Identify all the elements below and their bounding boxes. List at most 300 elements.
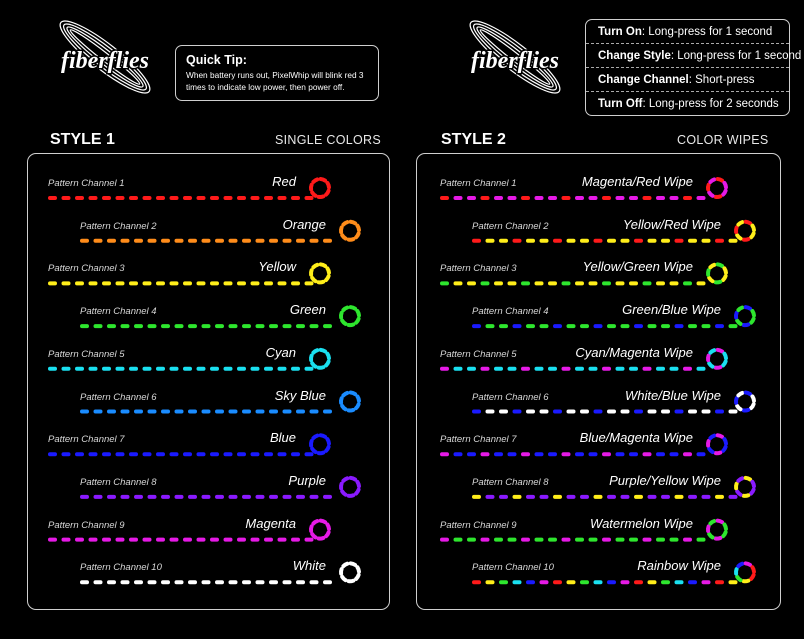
strip-segment xyxy=(508,367,517,371)
strip-segment xyxy=(567,239,576,243)
strip-segment xyxy=(661,580,670,584)
strip-segment xyxy=(621,495,630,499)
strip-segment xyxy=(75,196,84,200)
strip-loop-segment xyxy=(343,478,347,480)
strip-segment xyxy=(310,324,319,328)
strip-loop-segment xyxy=(327,354,329,358)
strip-segment xyxy=(291,367,300,371)
strip-loop-segment xyxy=(718,521,722,523)
strip-loop-segment xyxy=(341,227,342,232)
strip-segment xyxy=(278,367,287,371)
strip-loop-segment xyxy=(752,311,754,315)
strip-loop-segment xyxy=(718,179,722,181)
strip-loop-segment xyxy=(356,319,358,323)
strip-loop-segment xyxy=(349,410,354,411)
strip-segment xyxy=(553,495,562,499)
strip-segment xyxy=(553,324,562,328)
strip-segment xyxy=(643,452,652,456)
strip-segment xyxy=(729,580,738,584)
strip-loop-segment xyxy=(709,363,712,366)
strip-loop-segment xyxy=(708,526,709,531)
strip-segment xyxy=(675,580,684,584)
strip-segment xyxy=(683,452,692,456)
channel-label: Pattern Channel 3 xyxy=(440,263,517,275)
strip-loop-segment xyxy=(746,393,750,395)
strip-loop-segment xyxy=(709,278,712,281)
strip-segment xyxy=(508,452,517,456)
strip-segment xyxy=(264,538,273,542)
strip-segment xyxy=(48,452,57,456)
strip-segment xyxy=(697,367,706,371)
strip-segment xyxy=(229,495,238,499)
strip-segment xyxy=(129,452,138,456)
strip-loop-segment xyxy=(738,393,742,395)
strip-loop-segment xyxy=(357,396,359,400)
strip-segment xyxy=(454,281,463,285)
channel-label: Pattern Channel 1 xyxy=(440,178,517,189)
strip-segment xyxy=(215,580,224,584)
strip-segment xyxy=(670,367,679,371)
strip-segment xyxy=(643,367,652,371)
strip-segment xyxy=(48,281,57,285)
strip-segment xyxy=(575,281,584,285)
strip-segment xyxy=(526,580,535,584)
strip-segment xyxy=(62,196,71,200)
strip-loop-segment xyxy=(723,532,725,536)
strip-segment xyxy=(656,452,665,456)
strip-loop-segment xyxy=(311,356,312,361)
strip-loop-segment xyxy=(319,367,324,368)
channel-label: Pattern Channel 2 xyxy=(472,220,549,232)
strip-loop-segment xyxy=(349,581,354,582)
strip-segment xyxy=(75,452,84,456)
channel-label: Pattern Channel 1 xyxy=(48,178,125,189)
strip-loop-segment xyxy=(737,491,740,494)
strip-loop-segment xyxy=(746,478,750,480)
strip-loop-segment xyxy=(738,222,742,224)
strip-segment xyxy=(202,239,211,243)
strip-segment xyxy=(129,367,138,371)
strip-segment xyxy=(89,281,98,285)
strip-loop-segment xyxy=(351,478,355,480)
pattern-name: Sky Blue xyxy=(274,387,326,403)
strip-segment xyxy=(202,324,211,328)
strip-loop-segment xyxy=(351,393,355,395)
strip-loop-segment xyxy=(709,534,712,537)
strip-loop-segment xyxy=(311,270,312,275)
strip-segment xyxy=(540,495,549,499)
strip-segment xyxy=(580,495,589,499)
strip-loop-segment xyxy=(326,191,328,195)
pattern-name: White xyxy=(292,558,326,574)
strip-segment xyxy=(296,495,305,499)
strip-loop-segment xyxy=(357,311,359,315)
strip-segment xyxy=(621,324,630,328)
strip-segment xyxy=(486,239,495,243)
strip-segment xyxy=(715,495,724,499)
strip-loop-segment xyxy=(744,410,749,411)
strip-segment xyxy=(310,580,319,584)
strip-loop-segment xyxy=(737,577,740,580)
strip-loop-segment xyxy=(326,447,328,451)
strip-segment xyxy=(296,239,305,243)
strip-segment xyxy=(188,324,197,328)
strip-segment xyxy=(589,196,598,200)
strip-segment xyxy=(440,452,449,456)
strip-segment xyxy=(134,324,143,328)
strip-segment xyxy=(616,367,625,371)
strip-segment xyxy=(264,196,273,200)
strip-segment xyxy=(562,538,571,542)
strip-loop-segment xyxy=(319,453,324,454)
strip-segment xyxy=(210,452,219,456)
strip-segment xyxy=(540,324,549,328)
pattern-name: Green xyxy=(289,302,326,318)
strip-segment xyxy=(661,239,670,243)
strip-segment xyxy=(215,410,224,414)
strip-loop-segment xyxy=(326,361,328,365)
strip-loop-segment xyxy=(313,179,317,181)
style-1-subtitle: SINGLE COLORS xyxy=(275,133,382,147)
strip-segment xyxy=(256,580,265,584)
strip-segment xyxy=(688,239,697,243)
strip-segment xyxy=(670,196,679,200)
strip-segment xyxy=(269,495,278,499)
strip-segment xyxy=(310,495,319,499)
strip-segment xyxy=(688,495,697,499)
strip-segment xyxy=(283,324,292,328)
strip-segment xyxy=(229,580,238,584)
strip-segment xyxy=(143,281,152,285)
strip-segment xyxy=(481,281,490,285)
strip-segment xyxy=(499,580,508,584)
strip-segment xyxy=(283,239,292,243)
strip-segment xyxy=(323,239,332,243)
strip-segment xyxy=(121,410,130,414)
strip-segment xyxy=(440,538,449,542)
strip-segment xyxy=(170,538,179,542)
strip-segment xyxy=(472,580,481,584)
strip-segment xyxy=(594,410,603,414)
strip-segment xyxy=(143,452,152,456)
strip-segment xyxy=(156,367,165,371)
strip-segment xyxy=(513,324,522,328)
quick-tip-title: Quick Tip: xyxy=(186,53,247,67)
strip-segment xyxy=(134,239,143,243)
strip-segment xyxy=(553,239,562,243)
channel-label: Pattern Channel 5 xyxy=(440,348,517,360)
strip-segment xyxy=(481,452,490,456)
strip-segment xyxy=(161,580,170,584)
strip-segment xyxy=(291,538,300,542)
strip-segment xyxy=(621,410,630,414)
strip-loop-segment xyxy=(736,569,737,574)
strip-segment xyxy=(224,281,233,285)
quick-tip-body: When battery runs out, PixelWhip will blink red 3 times to indicate low power, then power off. xyxy=(186,70,364,92)
strip-segment xyxy=(643,196,652,200)
strip-loop-segment xyxy=(708,441,709,446)
strip-segment xyxy=(251,538,260,542)
strip-segment xyxy=(94,239,103,243)
strip-segment xyxy=(283,495,292,499)
strip-loop-segment xyxy=(356,233,358,237)
strip-segment xyxy=(134,580,143,584)
strip-segment xyxy=(440,196,449,200)
strip-segment xyxy=(197,367,206,371)
strip-segment xyxy=(107,580,116,584)
strip-segment xyxy=(143,367,152,371)
strip-segment xyxy=(323,410,332,414)
strip-loop-segment xyxy=(738,308,742,310)
strip-segment xyxy=(175,495,184,499)
strip-segment xyxy=(121,580,130,584)
strip-segment xyxy=(661,324,670,328)
strip-segment xyxy=(102,196,111,200)
strip-segment xyxy=(494,281,503,285)
strip-loop-segment xyxy=(718,264,722,266)
strip-segment xyxy=(683,367,692,371)
strip-segment xyxy=(175,580,184,584)
strip-segment xyxy=(575,452,584,456)
strip-loop-segment xyxy=(723,361,725,365)
strip-segment xyxy=(513,239,522,243)
strip-segment xyxy=(310,239,319,243)
strip-segment xyxy=(148,239,157,243)
channel-label: Pattern Channel 5 xyxy=(48,348,125,360)
strip-segment xyxy=(148,495,157,499)
strip-segment xyxy=(607,239,616,243)
strip-segment xyxy=(278,196,287,200)
strip-segment xyxy=(143,196,152,200)
strip-segment xyxy=(291,196,300,200)
strip-loop-segment xyxy=(708,270,709,275)
strip-segment xyxy=(269,239,278,243)
strip-segment xyxy=(89,196,98,200)
strip-segment xyxy=(264,452,273,456)
strip-segment xyxy=(562,367,571,371)
strip-segment xyxy=(94,324,103,328)
strip-loop-segment xyxy=(723,276,725,280)
strip-segment xyxy=(634,495,643,499)
strip-segment xyxy=(486,410,495,414)
strip-loop-segment xyxy=(752,482,754,486)
strip-loop-segment xyxy=(710,179,714,181)
strip-segment xyxy=(629,452,638,456)
style-2-subtitle: COLOR WIPES xyxy=(677,133,769,147)
strip-segment xyxy=(702,410,711,414)
strip-segment xyxy=(156,196,165,200)
strip-segment xyxy=(175,239,184,243)
strip-loop-segment xyxy=(751,404,753,408)
strip-loop-segment xyxy=(312,534,315,537)
strip-loop-segment xyxy=(319,282,324,283)
strip-loop-segment xyxy=(744,495,749,496)
strip-segment xyxy=(94,495,103,499)
channel-label: Pattern Channel 3 xyxy=(48,263,125,275)
strip-segment xyxy=(62,281,71,285)
strip-segment xyxy=(224,367,233,371)
strip-segment xyxy=(634,239,643,243)
strip-segment xyxy=(675,495,684,499)
strip-segment xyxy=(616,196,625,200)
strip-segment xyxy=(278,452,287,456)
strip-segment xyxy=(567,580,576,584)
strip-segment xyxy=(296,410,305,414)
strip-segment xyxy=(683,281,692,285)
strip-segment xyxy=(229,410,238,414)
strip-segment xyxy=(607,324,616,328)
strip-segment xyxy=(661,495,670,499)
strip-segment xyxy=(526,410,535,414)
strip-segment xyxy=(494,367,503,371)
strip-segment xyxy=(535,281,544,285)
strip-segment xyxy=(715,410,724,414)
strip-segment xyxy=(305,538,314,542)
strip-segment xyxy=(567,324,576,328)
strip-segment xyxy=(296,580,305,584)
strip-loop-segment xyxy=(341,398,342,403)
strip-segment xyxy=(675,239,684,243)
strip-loop-segment xyxy=(313,350,317,352)
strip-segment xyxy=(648,239,657,243)
strip-loop-segment xyxy=(342,321,345,324)
strip-loop-segment xyxy=(349,324,354,325)
strip-segment xyxy=(589,281,598,285)
strip-loop-segment xyxy=(326,532,328,536)
strip-segment xyxy=(251,367,260,371)
strip-segment xyxy=(251,452,260,456)
strip-segment xyxy=(305,452,314,456)
channel-label: Pattern Channel 9 xyxy=(48,519,125,531)
strip-segment xyxy=(526,239,535,243)
strip-segment xyxy=(729,410,738,414)
strip-loop-segment xyxy=(738,564,742,566)
strip-segment xyxy=(440,281,449,285)
strip-loop-segment xyxy=(341,484,342,489)
strip-loop-segment xyxy=(736,484,737,489)
strip-loop-segment xyxy=(724,354,726,358)
strip-segment xyxy=(702,495,711,499)
strip-segment xyxy=(715,580,724,584)
strip-segment xyxy=(540,239,549,243)
strip-segment xyxy=(242,324,251,328)
style-2-title: STYLE 2 xyxy=(441,131,506,148)
strip-segment xyxy=(148,410,157,414)
strip-segment xyxy=(656,281,665,285)
strip-loop-segment xyxy=(737,406,740,409)
strip-segment xyxy=(467,452,476,456)
strip-loop-segment xyxy=(716,367,721,368)
strip-segment xyxy=(183,538,192,542)
pattern-name: Magenta/Red Wipe xyxy=(581,174,693,189)
channel-label: Pattern Channel 9 xyxy=(440,519,517,531)
strip-segment xyxy=(481,538,490,542)
strip-segment xyxy=(683,538,692,542)
strip-segment xyxy=(602,196,611,200)
strip-segment xyxy=(215,324,224,328)
strip-segment xyxy=(102,538,111,542)
strip-loop-segment xyxy=(744,581,749,582)
strip-segment xyxy=(481,367,490,371)
strip-segment xyxy=(634,580,643,584)
pattern-name: Yellow/Red Wipe xyxy=(622,216,721,232)
strip-segment xyxy=(683,196,692,200)
strip-loop-segment xyxy=(737,321,740,324)
strip-segment xyxy=(454,452,463,456)
strip-segment xyxy=(129,196,138,200)
strip-segment xyxy=(188,239,197,243)
strip-loop-segment xyxy=(321,350,325,352)
strip-loop-segment xyxy=(744,239,749,240)
strip-segment xyxy=(702,324,711,328)
strip-segment xyxy=(656,196,665,200)
strip-loop-segment xyxy=(709,193,712,196)
strip-loop-segment xyxy=(744,324,749,325)
pattern-name: Yellow xyxy=(258,259,296,275)
strip-segment xyxy=(269,580,278,584)
strip-loop-segment xyxy=(751,575,753,579)
strip-loop-segment xyxy=(351,307,355,309)
strip-segment xyxy=(237,538,246,542)
strip-loop-segment xyxy=(716,538,721,539)
strip-loop-segment xyxy=(724,525,726,529)
pattern-name: Watermelon Wipe xyxy=(590,515,693,531)
strip-segment xyxy=(251,281,260,285)
pattern-name: Rainbow Wipe xyxy=(637,558,721,574)
strip-segment xyxy=(202,410,211,414)
strip-segment xyxy=(291,281,300,285)
strip-loop-segment xyxy=(313,436,317,438)
strip-segment xyxy=(634,410,643,414)
strip-segment xyxy=(526,495,535,499)
strip-segment xyxy=(148,580,157,584)
strip-loop-segment xyxy=(343,308,347,310)
strip-segment xyxy=(224,196,233,200)
strip-segment xyxy=(89,452,98,456)
brand-wordmark: fiberflies xyxy=(61,48,149,74)
strip-segment xyxy=(116,538,125,542)
strip-segment xyxy=(729,495,738,499)
strip-segment xyxy=(467,367,476,371)
strip-loop-segment xyxy=(341,313,342,318)
strip-segment xyxy=(580,324,589,328)
strip-segment xyxy=(540,580,549,584)
strip-segment xyxy=(548,196,557,200)
strip-segment xyxy=(594,239,603,243)
strip-segment xyxy=(486,580,495,584)
strip-segment xyxy=(656,538,665,542)
strip-segment xyxy=(215,495,224,499)
strip-segment xyxy=(156,538,165,542)
strip-segment xyxy=(648,324,657,328)
pattern-name: Blue/Magenta Wipe xyxy=(579,430,693,446)
strip-segment xyxy=(264,281,273,285)
strip-loop-segment xyxy=(342,491,345,494)
strip-segment xyxy=(197,281,206,285)
strip-loop-segment xyxy=(312,278,315,281)
strip-segment xyxy=(513,410,522,414)
strip-segment xyxy=(602,452,611,456)
strip-segment xyxy=(521,281,530,285)
strip-segment xyxy=(648,410,657,414)
strip-segment xyxy=(643,281,652,285)
strip-segment xyxy=(467,196,476,200)
strip-segment xyxy=(156,452,165,456)
strip-segment xyxy=(548,367,557,371)
strip-segment xyxy=(629,196,638,200)
strip-segment xyxy=(616,538,625,542)
strip-segment xyxy=(94,580,103,584)
